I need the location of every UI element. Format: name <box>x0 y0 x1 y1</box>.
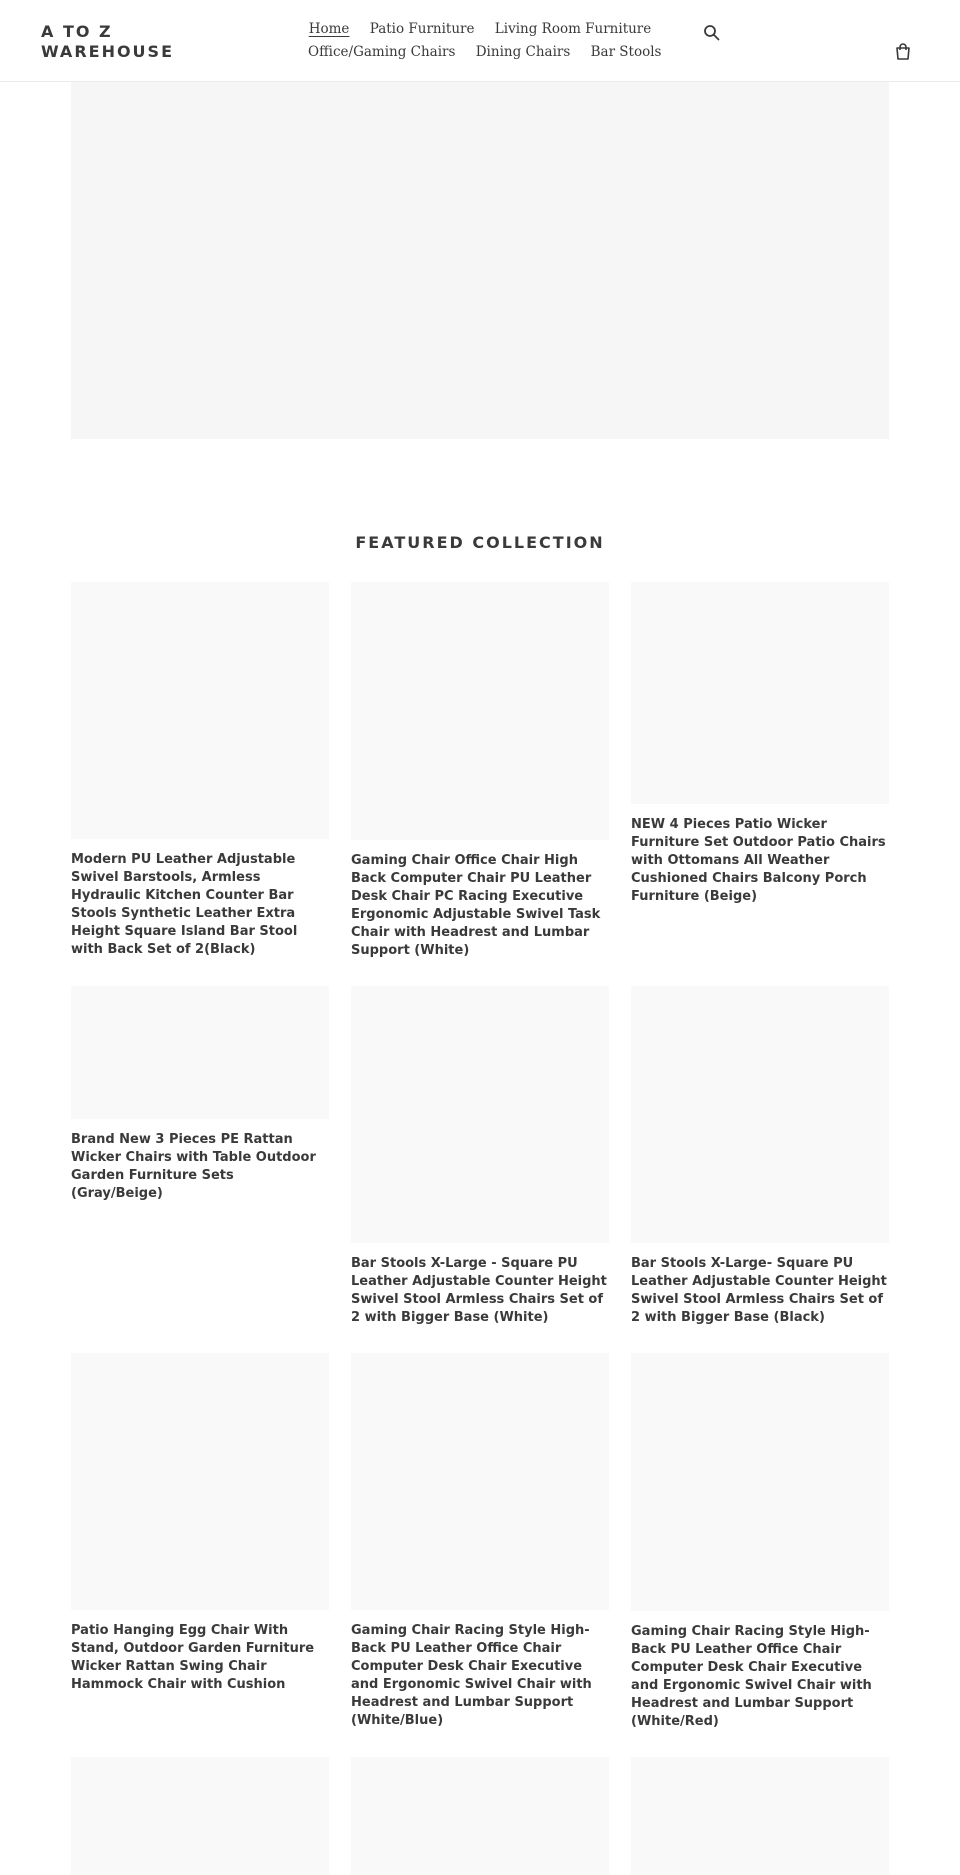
product-card[interactable] <box>71 1353 329 1694</box>
nav-item-living-room-furniture[interactable]: Living Room Furniture <box>494 21 652 37</box>
featured-collection-title: FEATURED COLLECTION <box>355 533 605 553</box>
product-image[interactable] <box>351 986 609 1243</box>
cart-icon <box>893 42 913 62</box>
product-image[interactable] <box>71 582 329 839</box>
product-title[interactable]: Bar Stools X-Large - Square PU Leather Adjustable Counter Height Swivel Stool Armless Chairs Set of 2 with Bigger Base (White) <box>351 1256 607 1325</box>
product-card[interactable] <box>351 1353 609 1730</box>
product-image[interactable] <box>71 986 329 1119</box>
cart-button[interactable] <box>893 42 913 62</box>
product-card[interactable] <box>631 986 889 1327</box>
product-card[interactable] <box>71 1757 329 1875</box>
product-card[interactable] <box>631 582 889 906</box>
nav-item-home[interactable]: Home <box>308 21 350 37</box>
site-header <box>0 0 960 82</box>
product-title[interactable]: Gaming Chair Racing Style High-Back PU Leather Office Chair Computer Desk Chair Executive and Ergonomic Swivel Chair with Headrest and Lumbar Support (White/Blue) <box>351 1623 592 1728</box>
product-title[interactable]: Gaming Chair Racing Style High-Back PU Leather Office Chair Computer Desk Chair Executive and Ergonomic Swivel Chair with Headrest and Lumbar Support (White/Red) <box>631 1624 872 1729</box>
product-title[interactable]: Patio Hanging Egg Chair With Stand, Outdoor Garden Furniture Wicker Rattan Swing Chair Hammock Chair with Cushion <box>71 1623 315 1692</box>
search-icon <box>702 23 722 43</box>
product-image[interactable] <box>71 1353 329 1610</box>
nav-item-office-gaming-chairs[interactable]: Office/Gaming Chairs <box>308 44 456 60</box>
product-card[interactable] <box>631 1353 889 1731</box>
product-image[interactable] <box>351 1353 609 1610</box>
product-image[interactable] <box>631 986 889 1243</box>
product-image[interactable] <box>631 582 889 804</box>
product-card[interactable] <box>351 986 609 1327</box>
product-title[interactable]: Gaming Chair Office Chair High Back Computer Chair PU Leather Desk Chair PC Racing Executive Ergonomic Adjustable Swivel Task Chair with Headrest and Lumbar Support (White) <box>351 853 601 958</box>
product-card[interactable] <box>71 582 329 959</box>
product-title[interactable]: Modern PU Leather Adjustable Swivel Barstools, Armless Hydraulic Kitchen Counter Bar Stools Synthetic Leather Extra Height Square Island Bar Stool with Back Set of 2(Black) <box>71 852 298 957</box>
product-image[interactable] <box>351 1757 609 1875</box>
search-button[interactable] <box>702 23 722 43</box>
product-image[interactable] <box>631 1757 889 1875</box>
product-image[interactable] <box>351 582 609 840</box>
hero-banner <box>71 82 889 439</box>
product-title[interactable]: NEW 4 Pieces Patio Wicker Furniture Set Outdoor Patio Chairs with Ottomans All Weather Cushioned Chairs Balcony Porch Furniture (Beige) <box>631 817 886 904</box>
store-logo[interactable]: A TO Z WAREHOUSE <box>41 22 174 61</box>
product-card[interactable] <box>71 986 329 1203</box>
product-card[interactable] <box>631 1757 889 1875</box>
nav-item-patio-furniture[interactable]: Patio Furniture <box>369 21 475 37</box>
nav-item-dining-chairs[interactable]: Dining Chairs <box>475 44 571 60</box>
product-title[interactable]: Brand New 3 Pieces PE Rattan Wicker Chairs with Table Outdoor Garden Furniture Sets (Gray/Beige) <box>71 1132 316 1201</box>
product-card[interactable] <box>351 1757 609 1875</box>
main-nav <box>300 18 660 64</box>
product-card[interactable] <box>351 582 609 960</box>
product-title[interactable]: Bar Stools X-Large- Square PU Leather Adjustable Counter Height Swivel Stool Armless Chairs Set of 2 with Bigger Base (Black) <box>631 1256 887 1325</box>
nav-item-bar-stools[interactable]: Bar Stools <box>590 44 662 60</box>
product-image[interactable] <box>631 1353 889 1611</box>
product-image[interactable] <box>71 1757 329 1875</box>
